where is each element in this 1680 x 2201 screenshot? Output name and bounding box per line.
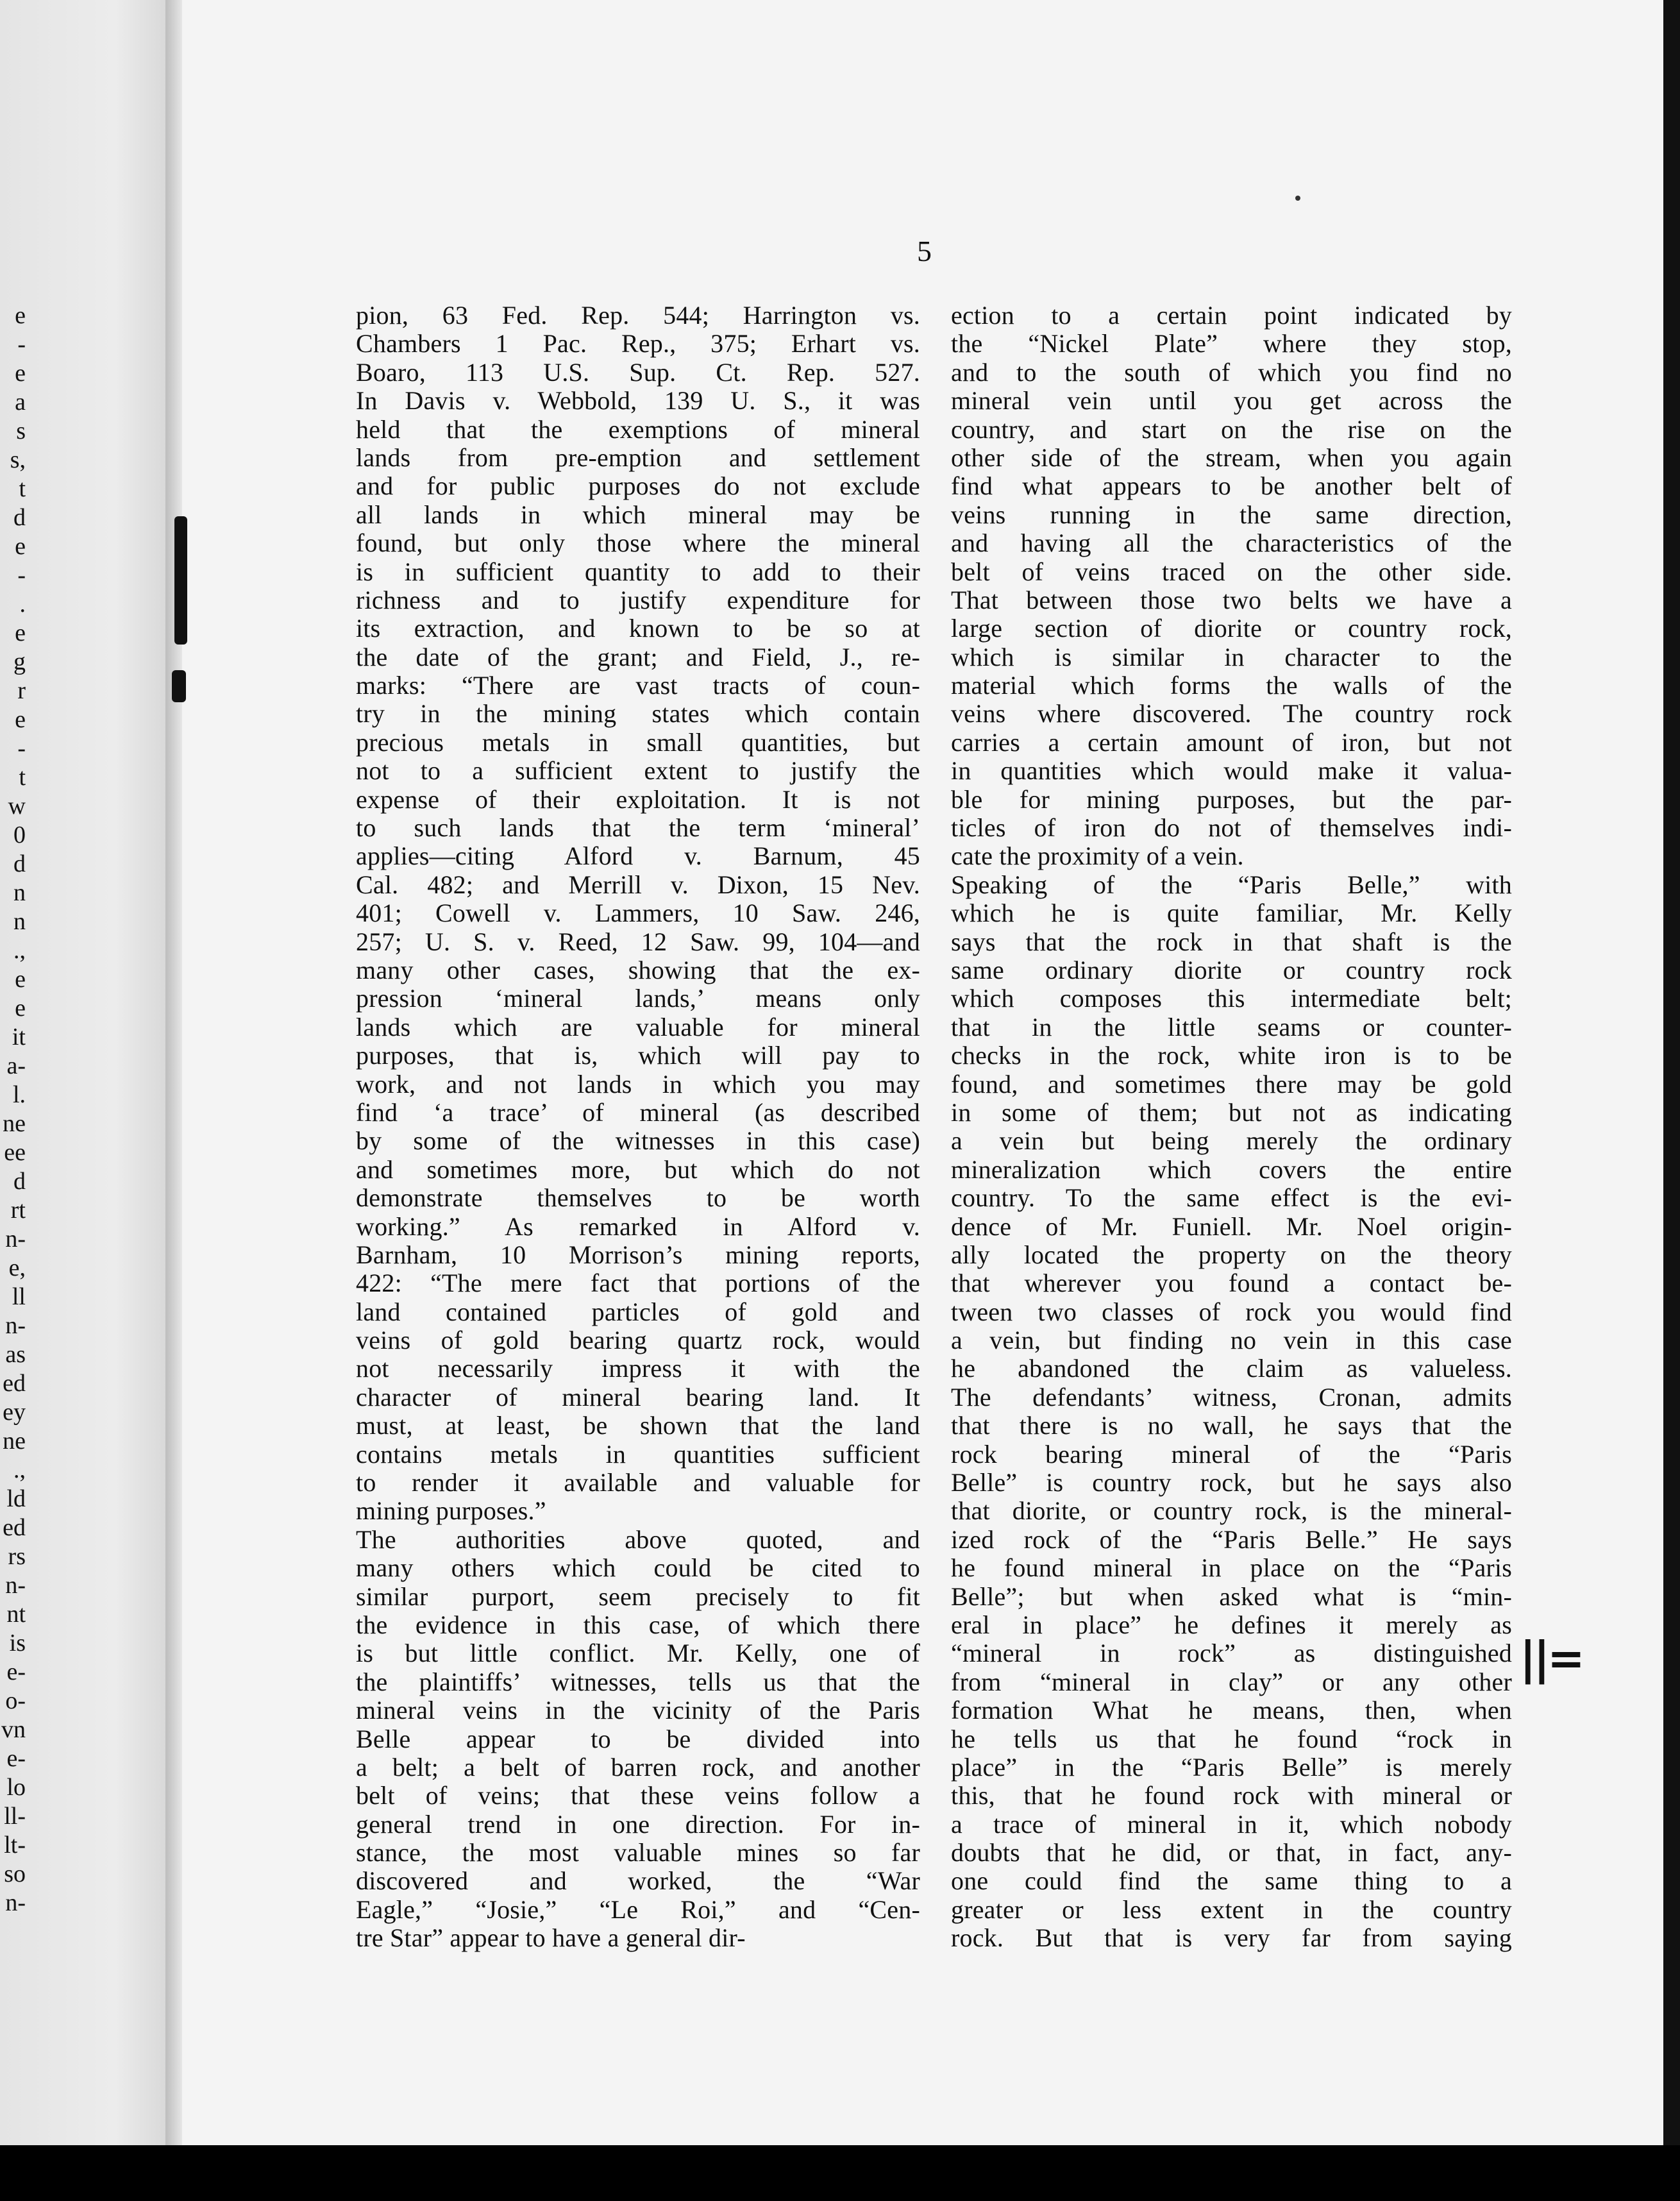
text-line: ticles of iron do not of themselves indi- bbox=[951, 814, 1512, 843]
text-line: tre Star” appear to have a general dir- bbox=[356, 1924, 746, 1953]
text-line: 401; Cowell v. Lammers, 10 Saw. 246, bbox=[356, 899, 920, 928]
text-line: Boaro, 113 U.S. Sup. Ct. Rep. 527. bbox=[356, 358, 920, 387]
text-line: Belle”; but when asked what is “min- bbox=[951, 1582, 1512, 1611]
margin-fragment: a- bbox=[6, 1052, 26, 1079]
text-line: mineral vein until you get across the bbox=[951, 387, 1512, 416]
text-line: a belt; a belt of barren rock, and another bbox=[356, 1753, 920, 1782]
text-line: contains metals in quantities sufficient bbox=[356, 1440, 920, 1469]
text-line: which he is quite familiar, Mr. Kelly bbox=[951, 899, 1512, 928]
text-line: must, at least, be shown that the land bbox=[356, 1412, 920, 1440]
text-line: find what appears to be another belt of bbox=[951, 472, 1512, 501]
text-line: in some of them; but not as indicating bbox=[951, 1098, 1512, 1127]
text-line: is but little conflict. Mr. Kelly, one of bbox=[356, 1639, 920, 1668]
binding-staple-mark-bottom bbox=[172, 670, 186, 702]
margin-fragment: ed bbox=[3, 1370, 26, 1397]
text-line: the “Nickel Plate” where they stop, bbox=[951, 330, 1512, 358]
margin-fragment: n- bbox=[5, 1572, 26, 1599]
margin-fragment: ll bbox=[12, 1283, 26, 1310]
text-line: similar purport, seem precisely to fit bbox=[356, 1582, 920, 1611]
text-line: ally located the property on the theory bbox=[951, 1240, 1512, 1269]
text-line: expense of their exploitation. It is not bbox=[356, 785, 920, 814]
margin-fragment: - bbox=[17, 735, 26, 762]
text-line: demonstrate themselves to be worth bbox=[356, 1184, 920, 1213]
text-line: pion, 63 Fed. Rep. 544; Harrington vs. bbox=[356, 301, 920, 330]
text-line: he abandoned the claim as valueless. bbox=[951, 1354, 1512, 1383]
margin-fragment: s, bbox=[10, 446, 26, 473]
text-line: country, and start on the rise on the bbox=[951, 415, 1512, 444]
text-line: veins where discovered. The country rock bbox=[951, 700, 1512, 729]
text-line: That between those two belts we have a bbox=[951, 586, 1512, 614]
margin-fragment: a bbox=[15, 389, 26, 416]
text-line: Belle appear to be divided into bbox=[356, 1725, 920, 1753]
text-line: which is similar in character to the bbox=[951, 643, 1512, 671]
text-line: found, and sometimes there may be gold bbox=[951, 1070, 1512, 1099]
text-line: found, but only those where the mineral bbox=[356, 529, 920, 558]
text-line: “mineral in rock” as distinguished bbox=[951, 1639, 1512, 1668]
text-line: ized rock of the “Paris Belle.” He says bbox=[951, 1525, 1512, 1554]
margin-fragment: r bbox=[17, 677, 26, 704]
scan-border bbox=[1663, 0, 1680, 2145]
text-line: lands from pre-emption and settlement bbox=[356, 443, 920, 472]
text-column-right bbox=[951, 301, 1512, 1953]
text-line: says that the rock in that shaft is the bbox=[951, 927, 1512, 956]
margin-fragment: as bbox=[5, 1341, 26, 1368]
left-margin-text-fragments bbox=[0, 301, 26, 1918]
text-line: ection to a certain point indicated by bbox=[951, 301, 1512, 330]
margin-fragment: nt bbox=[6, 1601, 26, 1628]
text-line: other side of the stream, when you again bbox=[951, 443, 1512, 472]
text-column-left bbox=[356, 301, 920, 1953]
margin-fragment: t bbox=[19, 475, 26, 502]
text-line: eral in place” he defines it merely as bbox=[951, 1610, 1512, 1639]
margin-fragment: e- bbox=[6, 1745, 26, 1772]
text-line: Barnham, 10 Morrison’s mining reports, bbox=[356, 1240, 920, 1269]
margin-fragment: ed bbox=[3, 1514, 26, 1541]
text-line: Eagle,” “Josie,” “Le Roi,” and “Cen- bbox=[356, 1895, 920, 1924]
text-line: and sometimes more, but which do not bbox=[356, 1155, 920, 1184]
text-line: is in sufficient quantity to add to their bbox=[356, 557, 920, 586]
text-line: greater or less extent in the country bbox=[951, 1895, 1512, 1924]
text-line: character of mineral bearing land. It bbox=[356, 1383, 920, 1412]
text-line: purposes, that is, which will pay to bbox=[356, 1041, 920, 1070]
margin-fragment: n- bbox=[5, 1312, 26, 1339]
text-line: he tells us that he found “rock in bbox=[951, 1725, 1512, 1753]
text-line: that there is no wall, he says that the bbox=[951, 1412, 1512, 1440]
text-line: the date of the grant; and Field, J., re- bbox=[356, 643, 920, 671]
margin-fragment: n bbox=[13, 879, 26, 906]
left-page-edge bbox=[0, 0, 165, 2145]
text-line: to render it available and valuable for bbox=[356, 1469, 920, 1497]
text-line: mineralization which covers the entire bbox=[951, 1155, 1512, 1184]
margin-fragment: d bbox=[13, 1168, 26, 1195]
text-line: the plaintiffs’ witnesses, tells us that the bbox=[356, 1667, 920, 1696]
text-line: that wherever you found a contact be- bbox=[951, 1269, 1512, 1298]
margin-fragment: ey bbox=[3, 1399, 26, 1426]
text-line: place” in the “Paris Belle” is merely bbox=[951, 1753, 1512, 1782]
ink-speck bbox=[1295, 196, 1300, 201]
text-line: working.” As remarked in Alford v. bbox=[356, 1212, 920, 1241]
text-line: not to a sufficient extent to justify the bbox=[356, 757, 920, 786]
margin-fragment: ne bbox=[3, 1428, 26, 1455]
margin-fragment: e bbox=[15, 533, 26, 560]
margin-fragment: - bbox=[17, 331, 26, 358]
margin-fragment: . bbox=[19, 591, 26, 618]
text-line: richness and to justify expenditure for bbox=[356, 586, 920, 614]
margin-fragment: lo bbox=[6, 1774, 26, 1801]
text-line: dence of Mr. Funiell. Mr. Noel origin- bbox=[951, 1212, 1512, 1241]
text-line: the evidence in this case, of which there bbox=[356, 1610, 920, 1639]
margin-fragment: w bbox=[8, 793, 26, 820]
text-line: veins running in the same direction, bbox=[951, 500, 1512, 529]
text-line: material which forms the walls of the bbox=[951, 671, 1512, 700]
text-line: land contained particles of gold and bbox=[356, 1297, 920, 1326]
book-gutter bbox=[165, 0, 182, 2145]
text-line: that in the little seams or counter- bbox=[951, 1013, 1512, 1041]
text-line: rock. But that is very far from saying bbox=[951, 1924, 1512, 1953]
binding-staple-mark-top bbox=[174, 516, 187, 645]
text-line: mineral veins in the vicinity of the Paris bbox=[356, 1696, 920, 1725]
text-line: not necessarily impress it with the bbox=[356, 1354, 920, 1383]
text-line: tween two classes of rock you would find bbox=[951, 1297, 1512, 1326]
text-line: which composes this intermediate belt; bbox=[951, 984, 1512, 1013]
text-line: precious metals in small quantities, but bbox=[356, 728, 920, 757]
text-line: country. To the same effect is the evi- bbox=[951, 1184, 1512, 1213]
text-line: formation What he means, then, when bbox=[951, 1696, 1512, 1725]
text-line: veins of gold bearing quartz rock, would bbox=[356, 1326, 920, 1355]
text-line: belt of veins; that these veins follow a bbox=[356, 1782, 920, 1810]
text-line: Belle” is country rock, but he says also bbox=[951, 1469, 1512, 1497]
text-line: work, and not lands in which you may bbox=[356, 1070, 920, 1099]
margin-fragment: is bbox=[9, 1630, 26, 1657]
margin-fragment: e bbox=[15, 966, 26, 993]
text-line: he found mineral in place on the “Paris bbox=[951, 1554, 1512, 1583]
margin-fragment: ld bbox=[6, 1485, 26, 1512]
text-line: rock bearing mineral of the “Paris bbox=[951, 1440, 1512, 1469]
text-line: its extraction, and known to be so at bbox=[356, 614, 920, 643]
text-line: Chambers 1 Pac. Rep., 375; Erhart vs. bbox=[356, 330, 920, 358]
text-line: marks: “There are vast tracts of coun- bbox=[356, 671, 920, 700]
text-line: applies—citing Alford v. Barnum, 45 bbox=[356, 842, 920, 871]
text-line: a vein but being merely the ordinary bbox=[951, 1127, 1512, 1156]
margin-fragment: ee bbox=[4, 1139, 26, 1166]
text-line: Cal. 482; and Merrill v. Dixon, 15 Nev. bbox=[356, 870, 920, 899]
text-line: mining purposes.” bbox=[356, 1497, 546, 1526]
text-line: in quantities which would make it valua- bbox=[951, 757, 1512, 786]
margin-fragment: o- bbox=[5, 1687, 26, 1714]
margin-fragment: ll- bbox=[4, 1803, 26, 1830]
text-line: cate the proximity of a vein. bbox=[951, 842, 1244, 871]
margin-fragment: ., bbox=[13, 1456, 26, 1483]
text-line: checks in the rock, white iron is to be bbox=[951, 1041, 1512, 1070]
handwritten-margin-mark: ||= bbox=[1520, 1632, 1583, 1685]
text-line: held that the exemptions of mineral bbox=[356, 415, 920, 444]
text-line: doubts that he did, or that, in fact, any- bbox=[951, 1839, 1512, 1868]
text-line: a vein, but finding no vein in this case bbox=[951, 1326, 1512, 1355]
text-line: and having all the characteristics of the bbox=[951, 529, 1512, 558]
margin-fragment: t bbox=[19, 764, 26, 791]
margin-fragment: e- bbox=[6, 1658, 26, 1685]
margin-fragment: e bbox=[15, 706, 26, 733]
margin-fragment: d bbox=[13, 504, 26, 531]
margin-fragment: d bbox=[13, 850, 26, 877]
text-line: one could find the same thing to a bbox=[951, 1867, 1512, 1896]
text-line: that diorite, or country rock, is the mineral- bbox=[951, 1497, 1512, 1526]
margin-fragment: ne bbox=[3, 1110, 26, 1137]
text-line: by some of the witnesses in this case) bbox=[356, 1127, 920, 1156]
text-line: stance, the most valuable mines so far bbox=[356, 1839, 920, 1868]
margin-fragment: n bbox=[13, 908, 26, 935]
text-line: to such lands that the term ‘mineral’ bbox=[356, 814, 920, 843]
text-line: In Davis v. Webbold, 139 U. S., it was bbox=[356, 387, 920, 416]
text-line: find ‘a trace’ of mineral (as described bbox=[356, 1098, 920, 1127]
text-line: try in the mining states which contain bbox=[356, 700, 920, 729]
margin-fragment: g bbox=[13, 648, 26, 675]
margin-fragment: rt bbox=[10, 1197, 26, 1224]
text-line: from “mineral in clay” or any other bbox=[951, 1667, 1512, 1696]
margin-fragment: so bbox=[4, 1860, 26, 1887]
text-line: a trace of mineral in it, which nobody bbox=[951, 1810, 1512, 1839]
margin-fragment: lt- bbox=[4, 1832, 26, 1859]
text-line: pression ‘mineral lands,’ means only bbox=[356, 984, 920, 1013]
text-line: all lands in which mineral may be bbox=[356, 500, 920, 529]
text-line: same ordinary diorite or country rock bbox=[951, 956, 1512, 984]
text-line: lands which are valuable for mineral bbox=[356, 1013, 920, 1041]
text-line: this, that he found rock with mineral or bbox=[951, 1782, 1512, 1810]
page-number: 5 bbox=[917, 235, 932, 267]
margin-fragment: n- bbox=[5, 1226, 26, 1252]
text-line: discovered and worked, the “War bbox=[356, 1867, 920, 1896]
text-line: and for public purposes do not exclude bbox=[356, 472, 920, 501]
text-line: many others which could be cited to bbox=[356, 1554, 920, 1583]
margin-fragment: e bbox=[15, 360, 26, 387]
text-line: ble for mining purposes, but the par- bbox=[951, 785, 1512, 814]
text-line: The authorities above quoted, and bbox=[356, 1525, 920, 1554]
text-line: large section of diorite or country rock, bbox=[951, 614, 1512, 643]
margin-fragment: e bbox=[15, 302, 26, 329]
margin-fragment: 0 bbox=[13, 822, 26, 848]
margin-fragment: e, bbox=[8, 1254, 26, 1281]
margin-fragment: rs bbox=[8, 1543, 26, 1570]
margin-fragment: e bbox=[15, 620, 26, 646]
margin-fragment: e bbox=[15, 995, 26, 1022]
margin-fragment: - bbox=[17, 562, 26, 589]
text-line: and to the south of which you find no bbox=[951, 358, 1512, 387]
text-line: 422: “The mere fact that portions of the bbox=[356, 1269, 920, 1298]
margin-fragment: ., bbox=[13, 937, 26, 964]
text-line: belt of veins traced on the other side. bbox=[951, 557, 1512, 586]
margin-fragment: vn bbox=[1, 1716, 26, 1743]
text-line: many other cases, showing that the ex- bbox=[356, 956, 920, 984]
margin-fragment: it bbox=[12, 1024, 26, 1050]
text-line: Speaking of the “Paris Belle,” with bbox=[951, 870, 1512, 899]
margin-fragment: n- bbox=[5, 1889, 26, 1916]
margin-fragment: l. bbox=[12, 1081, 26, 1108]
text-line: general trend in one direction. For in- bbox=[356, 1810, 920, 1839]
text-line: The defendants’ witness, Cronan, admits bbox=[951, 1383, 1512, 1412]
margin-fragment: s bbox=[16, 417, 26, 444]
text-line: carries a certain amount of iron, but not bbox=[951, 728, 1512, 757]
text-line: 257; U. S. v. Reed, 12 Saw. 99, 104—and bbox=[356, 927, 920, 956]
